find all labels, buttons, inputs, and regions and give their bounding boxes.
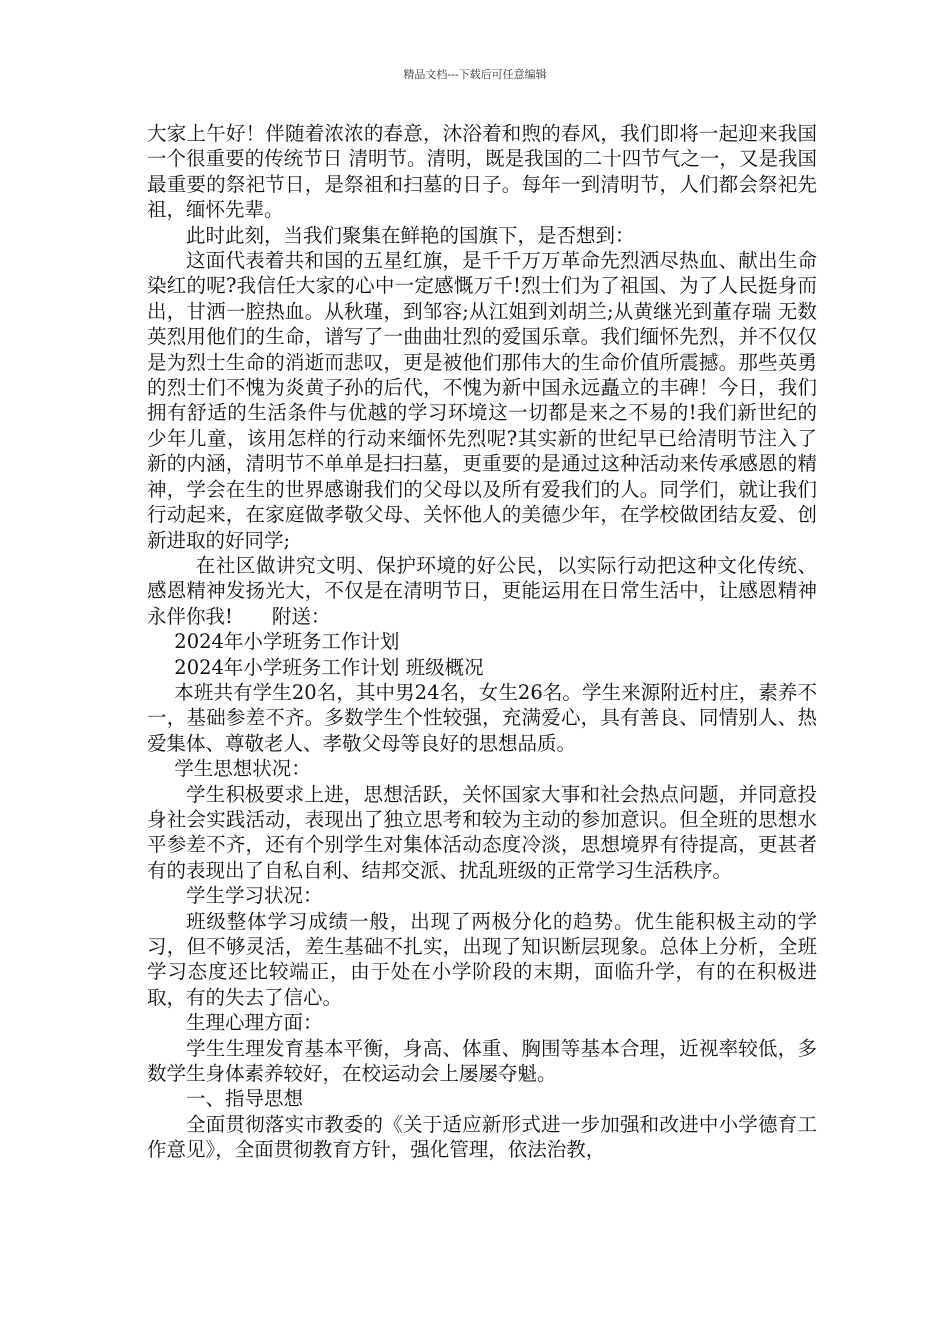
heading-student-thoughts: 学生思想状况： [174,757,311,781]
paragraph-student-study: 班级整体学习成绩一般，出现了两极分化的趋势。优生能积极主动的学习，但不够灵活，差生基础不扎实，出现了知识断层现象。总体上分析，全班学习态度还比较端正，由于处在小学阶段的末期，面临升学，有的在积极进取，有的失去了信心。 [147,909,817,1009]
heading-student-study: 学生学习状况： [186,884,323,908]
paragraph-physical-mental: 学生生理发育基本平衡，身高、体重、胸围等基本合理，近视率较低，多数学生身体素养较好，在校运动会上屡屡夺魁。 [147,1036,817,1086]
document-body [147,121,817,1163]
paragraph-student-thoughts: 学生积极要求上进，思想活跃，关怀国家大事和社会热点问题，并同意投身社会实践活动，表现出了独立思考和较为主动的参加意识。但全班的思想水平参差不齐，还有个别学生对集体活动态度冷淡，思想境界有待提高，更甚者有的表现出了自私自利、结邦交派、扰乱班级的正常学习生活秩序。 [147,782,817,882]
paragraph-guiding-ideology: 全面贯彻落实市教委的《关于适应新形式进一步加强和改进中小学德育工作意见》，全面贯彻教育方针，强化管理，依法治教， [147,1112,817,1162]
paragraph-martyrs: 这面代表着共和国的五星红旗，是千千万万革命先烈洒尽热血、献出生命染红的呢?我信任大家的心中一定感慨万千!烈士们为了祖国、为了人民挺身而出，甘洒一腔热血。从秋瑾，到邹容;从江姐到刘胡兰;从黄继光到董存瑞 无数英烈用他们的生命，谱写了一曲曲壮烈的爱国乐章。我们缅怀先烈，并不仅仅是为烈士生命的消逝而悲叹，更是被他们那伟大的生命价值所震撼。那些英勇的烈士们不愧为炎黄子孙的后代，不愧为新中国永远矗立的丰碑！今日，我们拥有舒适的生活条件与优越的学习环境这一切都是来之不易的!我们新世纪的少年儿童，该用怎样的行动来缅怀先烈呢?其实新的世纪早已给清明节注入了新的内涵，清明节不单单是扫扫墓，更重要的是通过这种活动来传承感恩的精神，学会在生的世界感谢我们的父母以及所有爱我们的人。同学们，就让我们行动起来，在家庭做孝敬父母、关怀他人的美德少年，在学校做团结友爱、创新进取的好同学; [147,249,817,552]
page-header: 精品文档---下载后可任意编辑 [403,68,547,81]
paragraph-flag-intro: 此时此刻，当我们聚集在鲜艳的国旗下，是否想到： [186,223,635,247]
paragraph-class-overview: 本班共有学生20名，其中男24名，女生26名。学生来源附近村庄，素养不一，基础参差不齐。多数学生个性较强，充满爱心，具有善良、同情别人、热爱集体、尊敬老人、孝敬父母等良好的思想品质。 [147,680,817,755]
heading-physical-mental: 生理心理方面： [186,1011,323,1035]
paragraph-greeting: 大家上午好！伴随着浓浓的春意，沐浴着和煦的春风，我们即将一起迎来我国一个很重要的传统节日 清明节。清明，既是我国的二十四节气之一，又是我国最重要的祭祀节日，是祭祖和扫墓的日子。每年一到清明节，人们都会祭祀先祖，缅怀先辈。 [147,122,817,222]
heading-guiding-ideology: 一、指导思想 [186,1087,304,1111]
paragraph-community: 在社区做讲究文明、保护环境的好公民，以实际行动把这种文化传统、感恩精神发扬光大，不仅是在清明节日，更能运用在日常生活中，让感恩精神永伴你我! 附送： [147,553,817,628]
paragraph-plan-subtitle: 2024年小学班务工作计划 班级概况 [174,655,484,679]
paragraph-plan-title: 2024年小学班务工作计划 [174,630,400,654]
